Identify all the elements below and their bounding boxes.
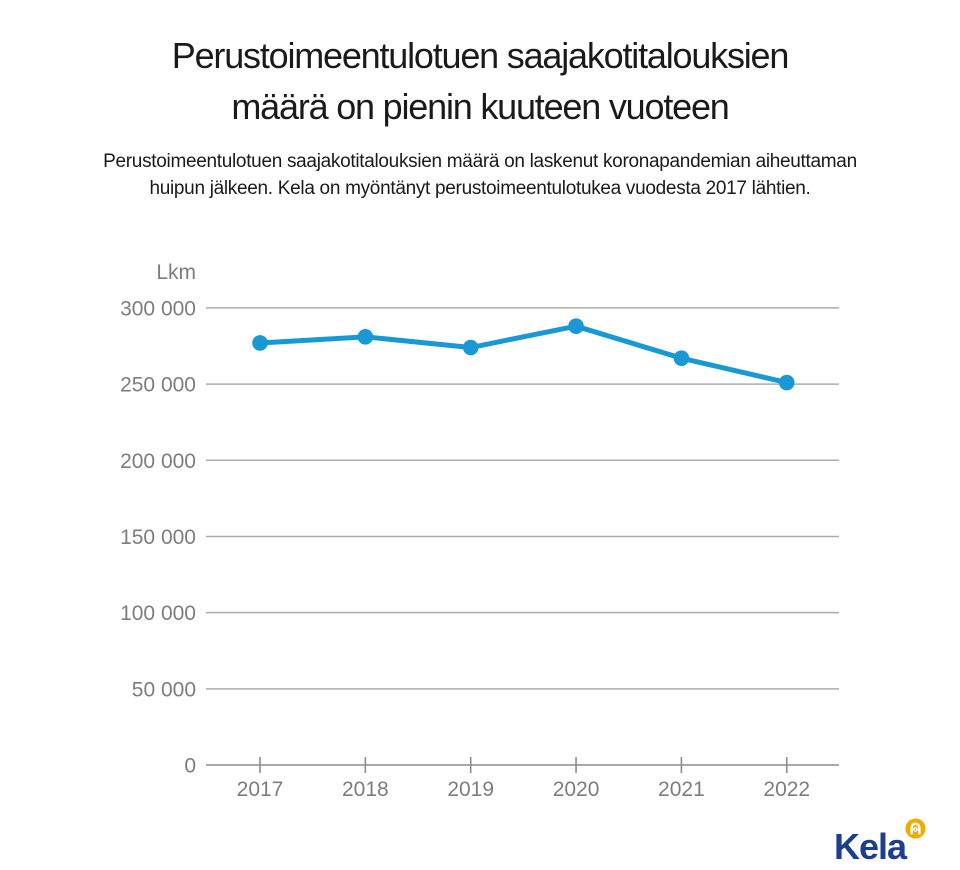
data-point (252, 335, 268, 351)
data-point (358, 329, 374, 345)
data-point (463, 340, 479, 356)
x-tick-label: 2017 (236, 778, 284, 801)
kela-logo (834, 818, 926, 868)
kela-logo-wordmark: Kela (834, 826, 907, 867)
x-tick-label: 2020 (552, 778, 600, 801)
page-subtitle-line-1: Perustoimeentulotuen saajakotitalouksien määrä on laskenut koronapandemian aiheuttaman (103, 151, 857, 172)
x-tick-label: 2019 (447, 778, 495, 801)
line-chart (0, 30, 960, 870)
x-tick-label: 2021 (658, 778, 705, 801)
y-tick-label: 100 000 (120, 602, 196, 626)
y-tick-label: 200 000 (120, 449, 196, 473)
x-tick-label: 2022 (763, 778, 811, 801)
data-point (674, 350, 690, 366)
y-tick-label: 300 000 (120, 297, 196, 321)
page-title-line-1: Perustoimeentulotuen saajakotitalouksien (171, 35, 789, 76)
data-point (568, 318, 584, 334)
page-subtitle-line-2: huipun jälkeen. Kela on myöntänyt perustoimeentulotukea vuodesta 2017 lähtien. (149, 178, 811, 199)
y-tick-label: 50 000 (131, 678, 196, 702)
page-title-line-2: määrä on pienin kuuteen vuoteen (231, 86, 729, 127)
data-line (260, 326, 787, 382)
y-axis-unit-label: Lkm (156, 261, 196, 284)
infographic-page (0, 30, 960, 870)
y-tick-label: 250 000 (120, 373, 196, 397)
kela-emblem-icon (905, 818, 926, 839)
x-tick-label: 2018 (341, 778, 389, 801)
data-point (779, 375, 795, 391)
y-tick-label: 0 (184, 754, 196, 778)
y-tick-label: 150 000 (120, 525, 196, 549)
